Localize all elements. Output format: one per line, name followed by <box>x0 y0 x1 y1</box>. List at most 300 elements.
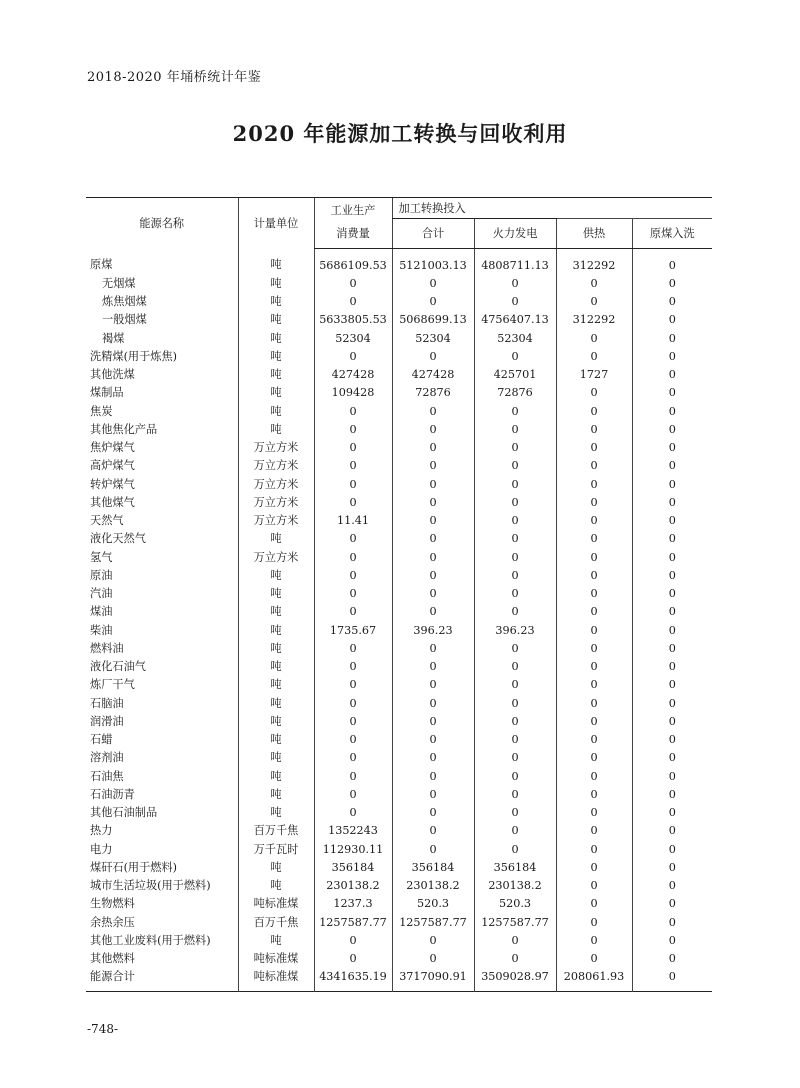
cell-input-total: 0 <box>392 640 474 658</box>
cell-energy-name: 汽油 <box>90 587 113 600</box>
cell-heating: 0 <box>556 731 632 749</box>
cell-energy-name: 电力 <box>90 842 113 856</box>
cell-thermal-power: 0 <box>474 439 556 457</box>
table-row <box>86 330 712 348</box>
cell-coal-washing: 0 <box>632 695 712 713</box>
cell-heating: 208061.93 <box>556 968 632 991</box>
cell-energy-name: 焦炭 <box>90 404 113 418</box>
cell-energy-name: 煤制品 <box>90 386 124 400</box>
table-row <box>86 549 712 567</box>
cell-input-total: 5121003.13 <box>392 248 474 275</box>
cell-unit: 吨 <box>238 749 314 767</box>
cell-heating: 0 <box>556 713 632 731</box>
cell-unit: 吨标准煤 <box>238 950 314 968</box>
table-row <box>86 439 712 457</box>
cell-coal-washing: 0 <box>632 494 712 512</box>
cell-thermal-power: 0 <box>474 403 556 421</box>
cell-unit: 吨 <box>238 330 314 348</box>
cell-heating: 312292 <box>556 248 632 275</box>
cell-coal-washing: 0 <box>632 403 712 421</box>
cell-coal-washing: 0 <box>632 275 712 293</box>
cell-unit: 万立方米 <box>238 549 314 567</box>
cell-thermal-power: 0 <box>474 713 556 731</box>
cell-unit: 吨 <box>238 603 314 621</box>
table-row <box>86 384 712 402</box>
cell-input-total: 0 <box>392 585 474 603</box>
cell-heating: 0 <box>556 512 632 530</box>
cell-energy-name: 石蜡 <box>90 733 113 746</box>
page-number: -748- <box>87 1022 119 1036</box>
table-row <box>86 622 712 640</box>
cell-input-total: 0 <box>392 786 474 804</box>
cell-coal-washing: 0 <box>632 530 712 548</box>
cell-heating: 0 <box>556 786 632 804</box>
cell-heating: 0 <box>556 567 632 585</box>
cell-heating: 0 <box>556 494 632 512</box>
cell-heating: 0 <box>556 330 632 348</box>
cell-unit: 万千瓦时 <box>238 841 314 859</box>
table-row <box>86 731 712 749</box>
cell-input-total: 5068699.13 <box>392 311 474 329</box>
cell-unit: 万立方米 <box>238 439 314 457</box>
col-header-consumption-line2: 消费量 <box>314 218 392 248</box>
cell-energy-name: 石油沥青 <box>90 787 135 801</box>
cell-heating: 0 <box>556 293 632 311</box>
cell-consumption: 230138.2 <box>314 877 392 895</box>
cell-coal-washing: 0 <box>632 457 712 475</box>
cell-input-total: 0 <box>392 530 474 548</box>
col-header-heating: 供热 <box>556 218 632 248</box>
cell-consumption: 0 <box>314 439 392 457</box>
cell-consumption: 109428 <box>314 384 392 402</box>
table-row <box>86 822 712 840</box>
table-row <box>86 348 712 366</box>
cell-unit: 吨 <box>238 786 314 804</box>
cell-heating: 0 <box>556 403 632 421</box>
cell-heating: 0 <box>556 695 632 713</box>
table-row <box>86 530 712 548</box>
cell-input-total: 1257587.77 <box>392 914 474 932</box>
cell-energy-name: 原油 <box>90 568 113 582</box>
cell-thermal-power: 0 <box>474 530 556 548</box>
table-row <box>86 914 712 932</box>
col-header-consumption-line1: 工业生产 <box>314 198 392 219</box>
cell-thermal-power: 0 <box>474 768 556 786</box>
cell-energy-name: 煤油 <box>90 605 113 619</box>
cell-unit: 吨 <box>238 658 314 676</box>
cell-thermal-power: 0 <box>474 841 556 859</box>
cell-consumption: 0 <box>314 950 392 968</box>
cell-consumption: 0 <box>314 695 392 713</box>
col-header-name: 能源名称 <box>86 198 238 249</box>
cell-thermal-power: 0 <box>474 658 556 676</box>
cell-consumption: 356184 <box>314 859 392 877</box>
cell-input-total: 0 <box>392 822 474 840</box>
cell-coal-washing: 0 <box>632 248 712 275</box>
cell-consumption: 0 <box>314 403 392 421</box>
cell-input-total: 0 <box>392 768 474 786</box>
energy-table <box>86 197 712 992</box>
cell-thermal-power: 0 <box>474 695 556 713</box>
cell-coal-washing: 0 <box>632 293 712 311</box>
cell-heating: 0 <box>556 585 632 603</box>
cell-energy-name: 天然气 <box>90 514 124 527</box>
cell-input-total: 230138.2 <box>392 877 474 895</box>
cell-consumption: 0 <box>314 457 392 475</box>
cell-input-total: 0 <box>392 950 474 968</box>
cell-input-total: 0 <box>392 494 474 512</box>
col-header-group: 加工转换投入 <box>392 198 556 219</box>
cell-thermal-power: 0 <box>474 640 556 658</box>
cell-thermal-power: 0 <box>474 549 556 567</box>
cell-consumption: 0 <box>314 640 392 658</box>
cell-unit: 吨 <box>238 585 314 603</box>
cell-thermal-power: 4808711.13 <box>474 248 556 275</box>
cell-energy-name: 其他洗煤 <box>90 368 135 381</box>
cell-consumption: 0 <box>314 348 392 366</box>
cell-consumption: 1352243 <box>314 822 392 840</box>
cell-energy-name: 能源合计 <box>90 970 135 984</box>
cell-thermal-power: 1257587.77 <box>474 914 556 932</box>
table-row <box>86 476 712 494</box>
cell-thermal-power: 0 <box>474 731 556 749</box>
cell-consumption: 0 <box>314 804 392 822</box>
cell-unit: 万立方米 <box>238 457 314 475</box>
cell-coal-washing: 0 <box>632 731 712 749</box>
table-row <box>86 841 712 859</box>
cell-energy-name: 溶剂油 <box>90 751 124 765</box>
table-row <box>86 403 712 421</box>
cell-heating: 0 <box>556 676 632 694</box>
cell-heating: 1727 <box>556 366 632 384</box>
cell-thermal-power: 0 <box>474 512 556 530</box>
cell-heating: 0 <box>556 275 632 293</box>
cell-thermal-power: 0 <box>474 676 556 694</box>
cell-thermal-power: 0 <box>474 494 556 512</box>
running-header: 2018-2020 年埇桥统计年鉴 <box>87 70 262 85</box>
cell-unit: 吨 <box>238 731 314 749</box>
cell-input-total: 427428 <box>392 366 474 384</box>
cell-coal-washing: 0 <box>632 658 712 676</box>
cell-consumption: 0 <box>314 749 392 767</box>
cell-input-total: 0 <box>392 439 474 457</box>
cell-input-total: 0 <box>392 476 474 494</box>
page-title: 2020 年能源加工转换与回收利用 <box>232 121 568 146</box>
energy-table-wrapper <box>86 197 712 992</box>
cell-heating: 0 <box>556 549 632 567</box>
cell-consumption: 0 <box>314 494 392 512</box>
cell-thermal-power: 520.3 <box>474 895 556 913</box>
cell-consumption: 4341635.19 <box>314 968 392 991</box>
cell-unit: 吨标准煤 <box>238 895 314 913</box>
cell-input-total: 0 <box>392 749 474 767</box>
cell-thermal-power: 0 <box>474 804 556 822</box>
cell-thermal-power: 0 <box>474 822 556 840</box>
cell-energy-name: 氢气 <box>90 550 113 564</box>
cell-consumption: 0 <box>314 275 392 293</box>
cell-heating: 0 <box>556 640 632 658</box>
cell-consumption: 0 <box>314 768 392 786</box>
cell-energy-name: 润滑油 <box>90 714 124 728</box>
cell-input-total: 396.23 <box>392 622 474 640</box>
col-header-unit: 计量单位 <box>238 198 314 249</box>
cell-input-total: 52304 <box>392 330 474 348</box>
cell-energy-name: 城市生活垃圾(用于燃料) <box>90 879 211 892</box>
cell-heating: 0 <box>556 530 632 548</box>
cell-unit: 吨 <box>238 248 314 275</box>
cell-unit: 吨 <box>238 311 314 329</box>
cell-input-total: 0 <box>392 567 474 585</box>
cell-energy-name: 高炉煤气 <box>90 459 135 473</box>
cell-coal-washing: 0 <box>632 676 712 694</box>
cell-energy-name: 煤矸石(用于燃料) <box>90 860 178 874</box>
cell-input-total: 0 <box>392 275 474 293</box>
cell-heating: 0 <box>556 439 632 457</box>
cell-input-total: 0 <box>392 293 474 311</box>
cell-heating: 0 <box>556 895 632 913</box>
cell-heating: 0 <box>556 622 632 640</box>
cell-thermal-power: 356184 <box>474 859 556 877</box>
cell-unit: 吨 <box>238 640 314 658</box>
cell-heating: 0 <box>556 877 632 895</box>
col-header-thermal-power: 火力发电 <box>474 218 556 248</box>
cell-coal-washing: 0 <box>632 841 712 859</box>
table-row <box>86 932 712 950</box>
cell-consumption: 5633805.53 <box>314 311 392 329</box>
cell-unit: 百万千焦 <box>238 914 314 932</box>
cell-energy-name: 其他石油制品 <box>90 806 158 819</box>
cell-heating: 312292 <box>556 311 632 329</box>
cell-heating: 0 <box>556 476 632 494</box>
cell-energy-name: 褐煤 <box>102 331 125 345</box>
cell-energy-name: 其他燃料 <box>90 952 135 965</box>
cell-unit: 吨 <box>238 877 314 895</box>
cell-coal-washing: 0 <box>632 421 712 439</box>
cell-input-total: 0 <box>392 512 474 530</box>
table-row <box>86 366 712 384</box>
table-row <box>86 494 712 512</box>
cell-unit: 吨 <box>238 695 314 713</box>
cell-coal-washing: 0 <box>632 786 712 804</box>
cell-input-total: 0 <box>392 658 474 676</box>
table-row <box>86 293 712 311</box>
cell-energy-name: 一般烟煤 <box>102 313 147 327</box>
cell-input-total: 0 <box>392 695 474 713</box>
cell-coal-washing: 0 <box>632 549 712 567</box>
cell-consumption: 11.41 <box>314 512 392 530</box>
cell-unit: 万立方米 <box>238 476 314 494</box>
cell-unit: 吨 <box>238 622 314 640</box>
cell-consumption: 0 <box>314 713 392 731</box>
cell-input-total: 72876 <box>392 384 474 402</box>
cell-energy-name: 燃料油 <box>90 641 124 655</box>
table-row <box>86 640 712 658</box>
cell-heating: 0 <box>556 822 632 840</box>
cell-input-total: 0 <box>392 804 474 822</box>
cell-coal-washing: 0 <box>632 330 712 348</box>
table-row <box>86 768 712 786</box>
cell-consumption: 0 <box>314 549 392 567</box>
cell-consumption: 0 <box>314 476 392 494</box>
col-header-total: 合计 <box>392 218 474 248</box>
cell-consumption: 0 <box>314 603 392 621</box>
cell-coal-washing: 0 <box>632 749 712 767</box>
cell-heating: 0 <box>556 914 632 932</box>
cell-energy-name: 其他焦化产品 <box>90 422 158 436</box>
cell-thermal-power: 0 <box>474 749 556 767</box>
cell-thermal-power: 0 <box>474 293 556 311</box>
cell-input-total: 0 <box>392 932 474 950</box>
cell-thermal-power: 0 <box>474 950 556 968</box>
cell-consumption: 0 <box>314 658 392 676</box>
cell-coal-washing: 0 <box>632 311 712 329</box>
cell-unit: 吨标准煤 <box>238 968 314 991</box>
cell-coal-washing: 0 <box>632 968 712 991</box>
cell-coal-washing: 0 <box>632 366 712 384</box>
cell-unit: 吨 <box>238 366 314 384</box>
table-row <box>86 567 712 585</box>
cell-consumption: 112930.11 <box>314 841 392 859</box>
cell-energy-name: 原煤 <box>90 258 113 272</box>
cell-energy-name: 其他工业废料(用于燃料) <box>90 933 211 947</box>
table-row <box>86 968 712 991</box>
cell-unit: 吨 <box>238 859 314 877</box>
cell-consumption: 1735.67 <box>314 622 392 640</box>
cell-input-total: 0 <box>392 421 474 439</box>
cell-energy-name: 生物燃料 <box>90 897 135 911</box>
cell-coal-washing: 0 <box>632 804 712 822</box>
cell-coal-washing: 0 <box>632 622 712 640</box>
cell-heating: 0 <box>556 950 632 968</box>
cell-coal-washing: 0 <box>632 914 712 932</box>
cell-thermal-power: 72876 <box>474 384 556 402</box>
cell-heating: 0 <box>556 603 632 621</box>
table-row <box>86 676 712 694</box>
cell-energy-name: 焦炉煤气 <box>90 441 135 454</box>
cell-thermal-power: 0 <box>474 932 556 950</box>
cell-input-total: 3717090.91 <box>392 968 474 991</box>
table-row <box>86 275 712 293</box>
table-body <box>86 248 712 991</box>
cell-coal-washing: 0 <box>632 567 712 585</box>
table-row <box>86 895 712 913</box>
cell-unit: 吨 <box>238 804 314 822</box>
table-row <box>86 658 712 676</box>
cell-consumption: 0 <box>314 786 392 804</box>
cell-consumption: 5686109.53 <box>314 248 392 275</box>
table-row <box>86 749 712 767</box>
cell-energy-name: 余热余压 <box>90 915 135 929</box>
cell-coal-washing: 0 <box>632 603 712 621</box>
cell-unit: 吨 <box>238 293 314 311</box>
cell-thermal-power: 425701 <box>474 366 556 384</box>
table-header <box>86 198 712 249</box>
cell-heating: 0 <box>556 348 632 366</box>
table-row <box>86 457 712 475</box>
cell-thermal-power: 0 <box>474 585 556 603</box>
table-row <box>86 248 712 275</box>
cell-coal-washing: 0 <box>632 895 712 913</box>
cell-unit: 吨 <box>238 348 314 366</box>
cell-heating: 0 <box>556 421 632 439</box>
cell-coal-washing: 0 <box>632 348 712 366</box>
cell-input-total: 0 <box>392 403 474 421</box>
cell-coal-washing: 0 <box>632 640 712 658</box>
cell-coal-washing: 0 <box>632 476 712 494</box>
table-row <box>86 512 712 530</box>
cell-heating: 0 <box>556 658 632 676</box>
cell-energy-name: 无烟煤 <box>102 276 136 290</box>
cell-energy-name: 其他煤气 <box>90 495 135 509</box>
cell-heating: 0 <box>556 768 632 786</box>
cell-energy-name: 液化天然气 <box>90 532 146 546</box>
cell-heating: 0 <box>556 932 632 950</box>
cell-thermal-power: 0 <box>474 421 556 439</box>
cell-unit: 吨 <box>238 275 314 293</box>
cell-coal-washing: 0 <box>632 768 712 786</box>
cell-input-total: 0 <box>392 603 474 621</box>
cell-heating: 0 <box>556 841 632 859</box>
col-header-group-spacer <box>556 198 712 219</box>
cell-coal-washing: 0 <box>632 950 712 968</box>
table-row <box>86 804 712 822</box>
cell-coal-washing: 0 <box>632 713 712 731</box>
cell-consumption: 0 <box>314 567 392 585</box>
cell-thermal-power: 3509028.97 <box>474 968 556 991</box>
cell-heating: 0 <box>556 457 632 475</box>
cell-unit: 吨 <box>238 713 314 731</box>
cell-unit: 吨 <box>238 421 314 439</box>
cell-unit: 万立方米 <box>238 494 314 512</box>
cell-consumption: 0 <box>314 731 392 749</box>
table-row <box>86 311 712 329</box>
cell-consumption: 427428 <box>314 366 392 384</box>
cell-input-total: 356184 <box>392 859 474 877</box>
table-row <box>86 713 712 731</box>
cell-consumption: 0 <box>314 293 392 311</box>
cell-thermal-power: 0 <box>474 275 556 293</box>
cell-thermal-power: 0 <box>474 567 556 585</box>
cell-unit: 吨 <box>238 768 314 786</box>
cell-unit: 吨 <box>238 932 314 950</box>
cell-energy-name: 转炉煤气 <box>90 477 135 491</box>
cell-coal-washing: 0 <box>632 512 712 530</box>
cell-input-total: 0 <box>392 731 474 749</box>
cell-heating: 0 <box>556 859 632 877</box>
cell-input-total: 0 <box>392 457 474 475</box>
cell-coal-washing: 0 <box>632 585 712 603</box>
table-row <box>86 877 712 895</box>
cell-consumption: 0 <box>314 421 392 439</box>
cell-thermal-power: 0 <box>474 476 556 494</box>
cell-consumption: 0 <box>314 530 392 548</box>
cell-coal-washing: 0 <box>632 439 712 457</box>
cell-input-total: 0 <box>392 348 474 366</box>
col-header-coal-washing: 原煤入洗 <box>632 218 712 248</box>
cell-energy-name: 热力 <box>90 824 113 838</box>
table-row <box>86 695 712 713</box>
table-row <box>86 859 712 877</box>
cell-thermal-power: 0 <box>474 457 556 475</box>
cell-consumption: 0 <box>314 585 392 603</box>
cell-unit: 吨 <box>238 676 314 694</box>
cell-consumption: 0 <box>314 676 392 694</box>
cell-unit: 吨 <box>238 403 314 421</box>
table-row <box>86 585 712 603</box>
cell-consumption: 1237.3 <box>314 895 392 913</box>
cell-thermal-power: 0 <box>474 603 556 621</box>
cell-unit: 吨 <box>238 384 314 402</box>
